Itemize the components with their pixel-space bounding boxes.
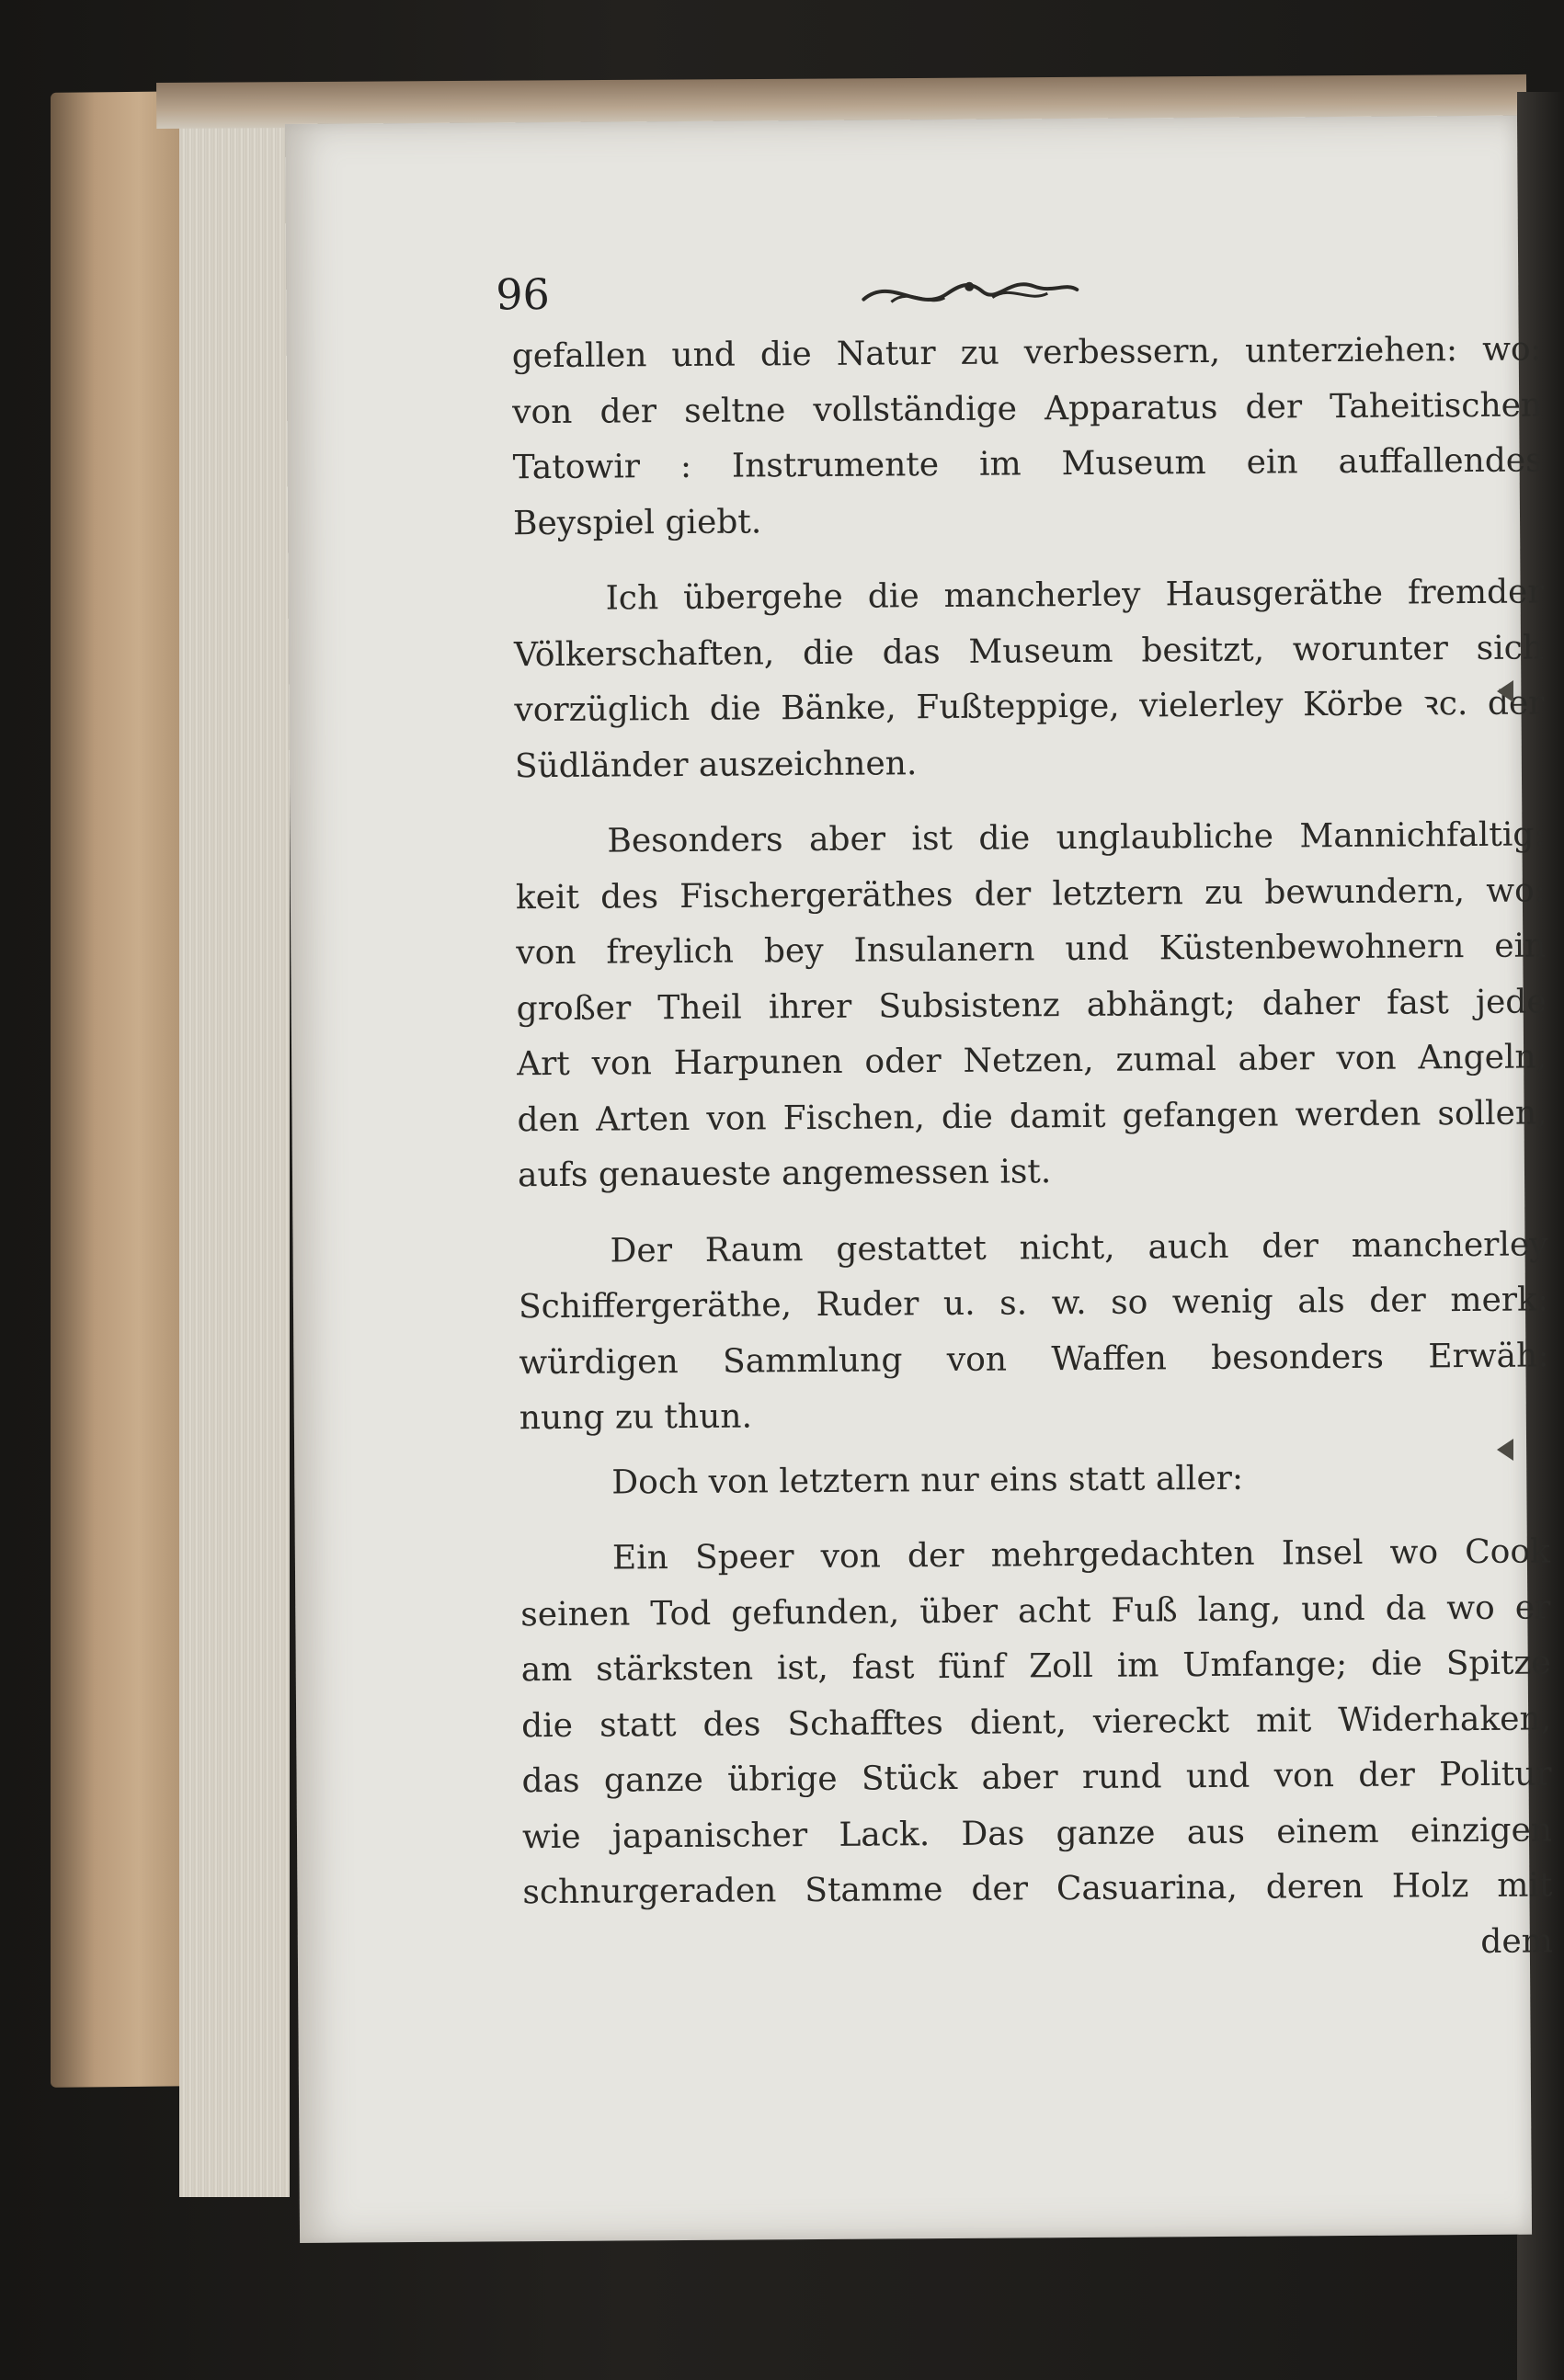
body-text bbox=[512, 322, 1553, 1976]
text-line: keit des Fischergeräthes der letztern zu bewundern, wo: bbox=[515, 871, 1546, 917]
paragraph-3 bbox=[515, 807, 1547, 1203]
text-line: Völkerschaften, die das Museum besitzt, worunter sich bbox=[513, 628, 1545, 674]
text-line: vorzüglich die Bänke, Fußteppige, vielerley Körbe ꝛc. der bbox=[514, 684, 1545, 730]
text-line: Schiffergeräthe, Ruder u. s. w. so wenig als der merk: bbox=[518, 1281, 1549, 1327]
text-line: Ich übergehe die mancherley Hausgeräthe fremder bbox=[605, 573, 1544, 618]
page-stack-edge bbox=[179, 92, 290, 2197]
text-line: die statt des Schafftes dient, viereckt mit Widerhaken, bbox=[521, 1699, 1552, 1745]
paragraph-5 bbox=[519, 1449, 1549, 1511]
page-marker-arrow bbox=[1497, 1439, 1513, 1461]
text-line: Ein Speer von der mehrgedachten Insel wo Cook bbox=[611, 1532, 1551, 1577]
text-line: Art von Harpunen oder Netzen, zumal aber von Angeln, bbox=[517, 1038, 1547, 1084]
book-page bbox=[285, 116, 1553, 2243]
book-cover-edge bbox=[51, 91, 198, 2088]
text-line: Tatowir : Instrumente im Museum ein auffallendes bbox=[512, 441, 1543, 487]
paragraph-6 bbox=[520, 1524, 1553, 1920]
text-line: das ganze übrige Stück aber rund und von der Politur bbox=[521, 1755, 1552, 1801]
page-marker-arrow bbox=[1497, 680, 1513, 702]
text-line: seinen Tod gefunden, über acht Fuß lang, und da wo er bbox=[520, 1588, 1551, 1634]
text-line: Doch von letztern nur eins statt aller: bbox=[611, 1459, 1244, 1502]
flourish-ornament-icon bbox=[854, 266, 1084, 323]
text-line: Besonders aber ist die unglaubliche Mannichfaltig: bbox=[607, 815, 1546, 860]
text-line: von der seltne vollständige Apparatus der Taheitischen bbox=[512, 385, 1543, 431]
catchword: dem bbox=[1480, 1921, 1553, 1961]
text-line: schnurgeraden Stamme der Casuarina, deren Holz mit bbox=[522, 1866, 1553, 1912]
paragraph-2 bbox=[513, 564, 1545, 794]
text-line: nung zu thun. bbox=[519, 1397, 753, 1438]
text-line: den Arten von Fischen, die damit gefangen werden sollen, bbox=[517, 1093, 1547, 1139]
text-line: würdigen Sammlung von Waffen besonders Erwäh: bbox=[519, 1336, 1549, 1382]
text-line: am stärksten ist, fast fünf Zoll im Umfange; die Spitze bbox=[520, 1644, 1551, 1690]
text-line: gefallen und die Natur zu verbessern, unterziehen: wo: bbox=[511, 330, 1542, 376]
text-line: großer Theil ihrer Subsistenz abhängt; daher fast jede bbox=[516, 982, 1547, 1028]
page-number: 96 bbox=[496, 268, 551, 320]
paragraph-4 bbox=[518, 1217, 1549, 1447]
text-line: Südländer auszeichnen. bbox=[514, 744, 918, 785]
text-line: Der Raum gestattet nicht, auch der mancherley bbox=[610, 1224, 1548, 1270]
text-line: von freylich bey Insulanern und Küstenbewohnern ein bbox=[516, 927, 1547, 973]
text-line: aufs genaueste angemessen ist. bbox=[517, 1153, 1052, 1195]
text-line: wie japanischer Lack. Das ganze aus einem einzigen bbox=[521, 1810, 1553, 1856]
text-line: Beyspiel giebt. bbox=[512, 502, 762, 542]
paragraph-1 bbox=[512, 322, 1544, 552]
